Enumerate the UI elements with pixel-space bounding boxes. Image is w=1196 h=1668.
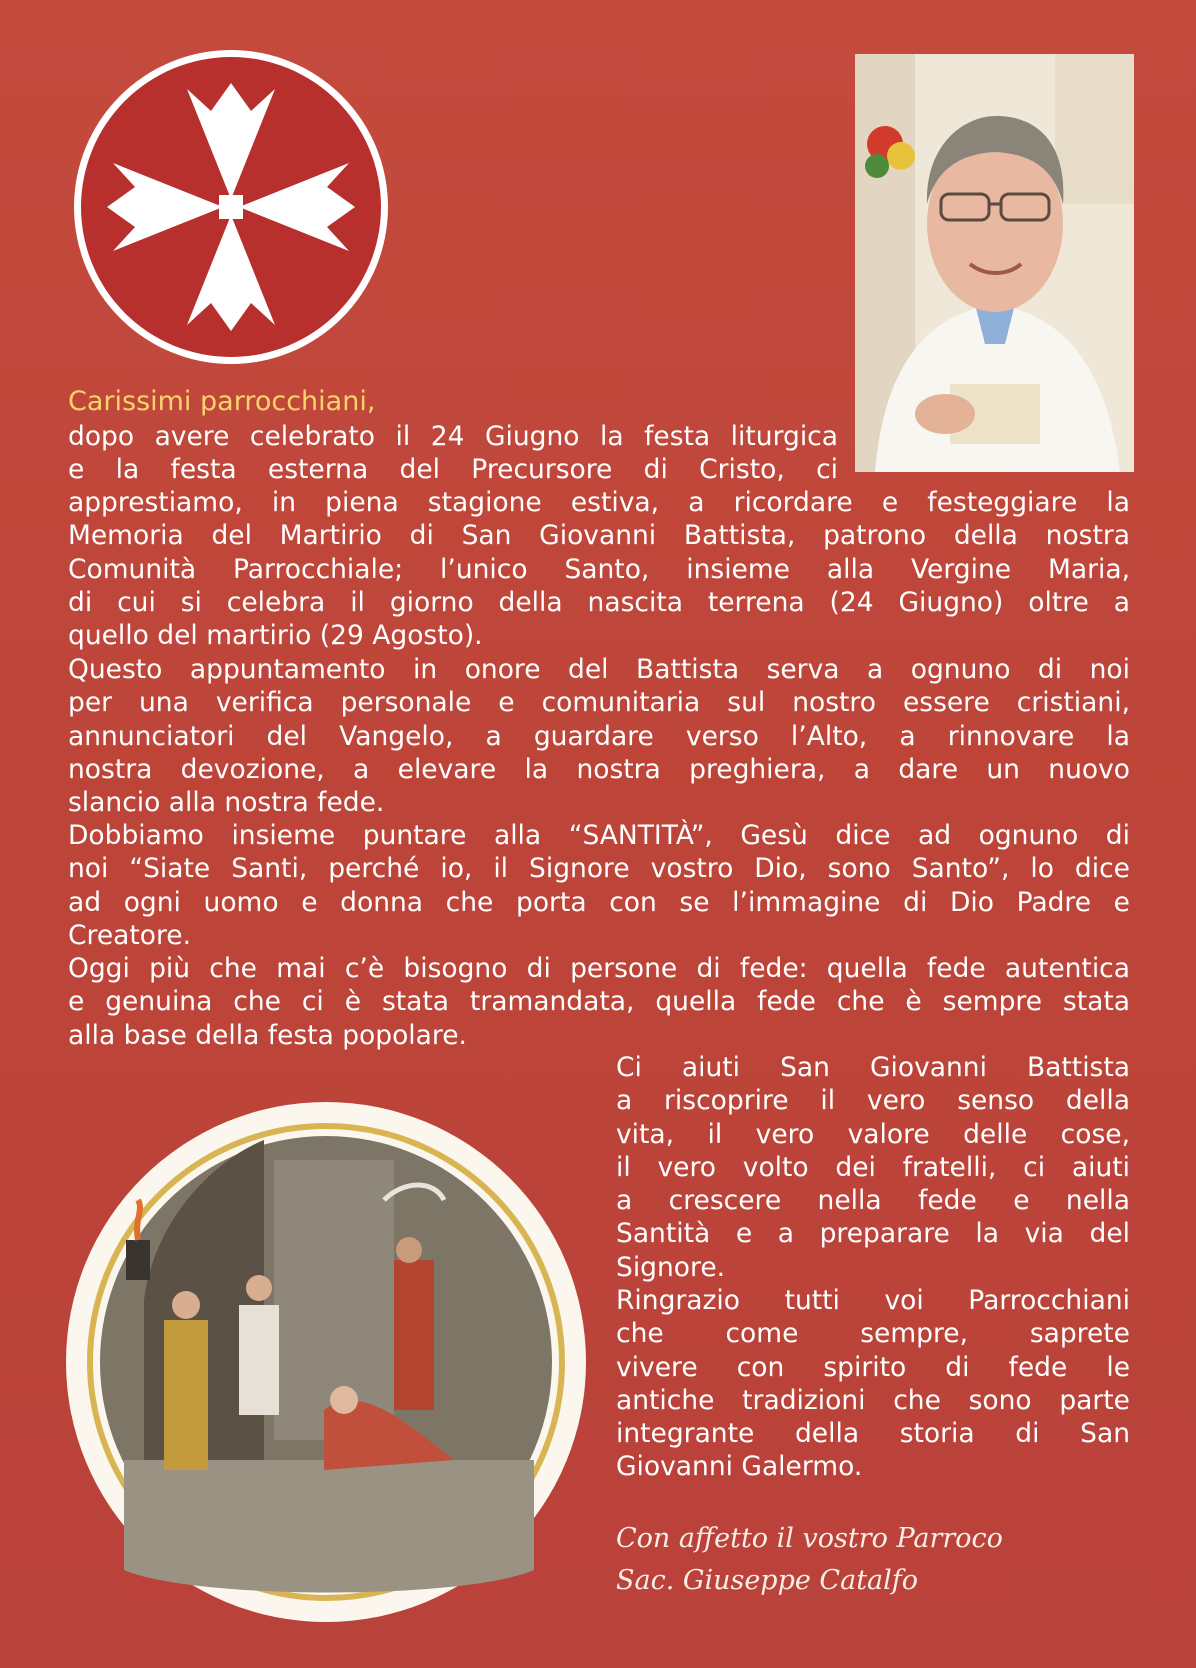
text-line: dopo avere celebrato il 24 Giugno la festa liturgica bbox=[68, 421, 838, 452]
text-line: Giovanni Galermo. bbox=[616, 1451, 863, 1483]
text-line: e genuina che ci è stata tramandata, quella fede che è sempre stata bbox=[68, 986, 1130, 1018]
text-line: Questo appuntamento in onore del Battista serva a ognuno di noi bbox=[68, 654, 1130, 685]
text-line: annunciatori del Vangelo, a guardare verso l’Alto, a rinnovare la bbox=[68, 720, 1130, 752]
text-line: Comunità Parrocchiale; l’unico Santo, insieme alla Vergine Maria, bbox=[68, 553, 1130, 585]
signature bbox=[616, 1518, 1003, 1602]
text-line: Santità e a preparare la via del bbox=[616, 1218, 1130, 1250]
text-line: e la festa esterna del Precursore di Cristo, ci bbox=[68, 454, 838, 486]
paragraph-prayer bbox=[616, 1051, 1130, 1284]
text-line: apprestiamo, in piena stagione estiva, a ricordare e festeggiare la bbox=[68, 487, 1130, 518]
martyrdom-painting bbox=[64, 1100, 588, 1624]
text-line: alla base della festa popolare. bbox=[68, 1019, 467, 1051]
text-line: per una verifica personale e comunitaria sul nostro essere cristiani, bbox=[68, 687, 1130, 719]
text-line: Signore. bbox=[616, 1251, 726, 1283]
text-line: Creatore. bbox=[68, 919, 192, 951]
greeting: Carissimi parrocchiani, bbox=[68, 386, 376, 417]
text-line: ad ogni uomo e donna che porta con se l’immagine di Dio Padre e bbox=[68, 886, 1130, 918]
text-line: antiche tradizioni che sono parte bbox=[616, 1384, 1130, 1416]
text-line: Oggi più che mai c’è bisogno di persone di fede: quella fede autentica bbox=[68, 953, 1130, 984]
text-line: a riscoprire il vero senso della bbox=[616, 1085, 1130, 1117]
maltese-cross-icon bbox=[70, 46, 392, 368]
text-line: a crescere nella fede e nella bbox=[616, 1185, 1130, 1217]
paragraph-intro bbox=[68, 486, 1130, 652]
signature-closing: Con affetto il vostro Parroco bbox=[616, 1523, 1003, 1554]
text-line: Memoria del Martirio di San Giovanni Battista, patrono della nostra bbox=[68, 520, 1130, 552]
text-line: integrante della storia di San bbox=[616, 1418, 1130, 1450]
text-line: che come sempre, saprete bbox=[616, 1318, 1130, 1350]
priest-photo bbox=[855, 54, 1134, 472]
text-line: il vero volto dei fratelli, ci aiuti bbox=[616, 1151, 1130, 1183]
text-line: vivere con spirito di fede le bbox=[616, 1351, 1130, 1383]
signature-name: Sac. Giuseppe Catalfo bbox=[616, 1565, 919, 1596]
text-line: Dobbiamo insieme puntare alla “SANTITÀ”, Gesù dice ad ognuno di bbox=[68, 820, 1130, 851]
text-line: noi “Siate Santi, perché io, il Signore vostro Dio, sono Santo”, lo dice bbox=[68, 853, 1130, 885]
paragraph-holiness bbox=[68, 819, 1130, 952]
text-line: di cui si celebra il giorno della nascita terrena (24 Giugno) oltre a bbox=[68, 586, 1130, 618]
text-line: nostra devozione, a elevare la nostra preghiera, a dare un nuovo bbox=[68, 753, 1130, 785]
text-line: Ci aiuti San Giovanni Battista bbox=[616, 1052, 1130, 1083]
text-line: Ringrazio tutti voi Parrocchiani bbox=[616, 1285, 1130, 1316]
paragraph-appointment bbox=[68, 653, 1130, 819]
text-line: vita, il vero valore delle cose, bbox=[616, 1118, 1130, 1150]
text-line: slancio alla nostra fede. bbox=[68, 787, 385, 819]
paragraph-intro-top bbox=[68, 420, 838, 487]
paragraph-thanks bbox=[616, 1284, 1130, 1484]
text-line: quello del martirio (29 Agosto). bbox=[68, 620, 483, 652]
paragraph-faith bbox=[68, 952, 1130, 1052]
